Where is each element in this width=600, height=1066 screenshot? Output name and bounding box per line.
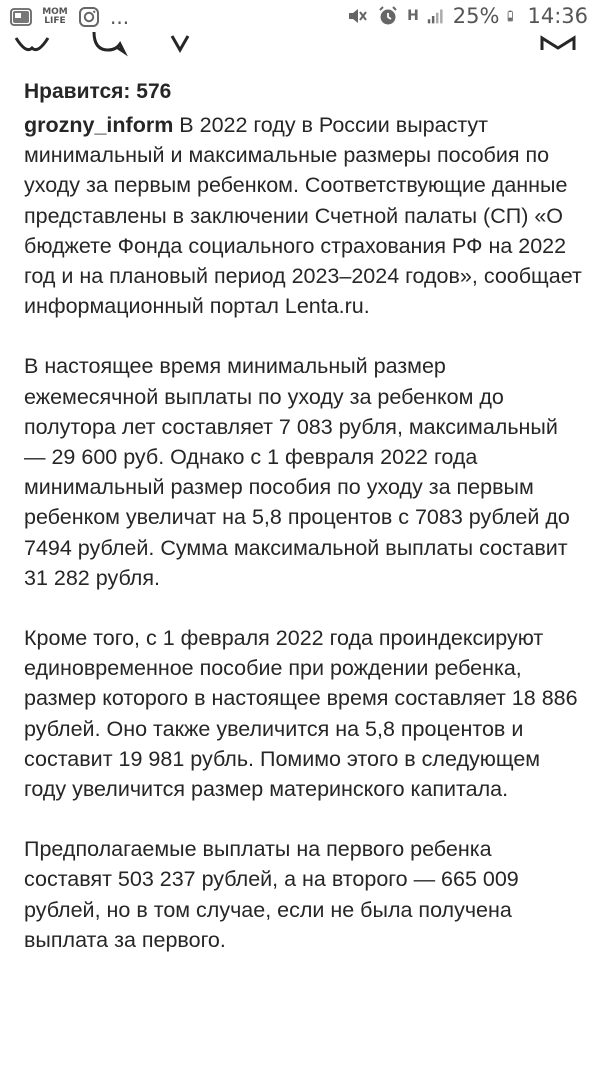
clock: 14:36 [527,4,588,28]
caption-text-1: В 2022 году в России вырастут минимальный и максимальные размеры пособия по уходу за первым ребенком. Соответствующие данные представлены в заключении Счетной палаты (СП) «О бюджете Фонда социального страхования РФ на 2022 год и на плановый период 2023–2024 годов», сообщает информационный портал Lenta.ru. [24,113,582,319]
post-action-bar [0,30,600,60]
battery-icon [507,5,519,27]
caption-paragraph-3: Кроме того, с 1 февраля 2022 года проиндексируют единовременное пособие при рождении ребенка, размер которого в настоящее время составляет 18 886 рублей. Оно также увеличится на 5,8 процентов и составит 19 981 рубль. Помимо этого в следующем году увеличится размер материнского капитала. [24,626,578,802]
mute-icon [345,5,369,27]
caption-paragraph-2: В настоящее время минимальный размер ежемесячной выплаты по уходу за ребенком до полутора лет составляет 7 083 рубля, максимальный — 29 600 руб. Однако с 1 февраля 2022 года минимальный размер пособия по уходу за первым ребенком увеличат на 5,8 процентов с 7083 рублей до 7494 рублей. Сумма максимальной выплаты составит 31 282 рубля. [24,354,570,590]
status-right [345,4,588,28]
caption-paragraph-4: Предполагаемые выплаты на первого ребенка составят 503 237 рублей, а на второго — 665 009 рублей, но в том случае, если не была получена выплата за первого. [24,837,519,952]
battery-percent: 25% [452,4,500,28]
post-caption [24,110,584,955]
app-badge-label: MOM LIFE [42,7,68,26]
signal-icon [427,5,445,27]
likes-count[interactable]: Нравится: 576 [24,80,172,103]
caption-paragraph-1 [24,110,584,321]
status-overflow: ... [110,5,130,29]
share-icon[interactable] [166,30,196,60]
post-body [24,78,584,985]
network-type: H [407,8,419,24]
comment-icon[interactable] [88,30,128,60]
instagram-icon [78,6,100,28]
alarm-icon [377,5,399,27]
like-icon[interactable] [12,30,52,60]
author-username[interactable]: grozny_inform [24,113,174,137]
bookmark-icon[interactable] [538,30,578,60]
status-left [10,6,129,28]
app-badge-icon [10,6,32,28]
